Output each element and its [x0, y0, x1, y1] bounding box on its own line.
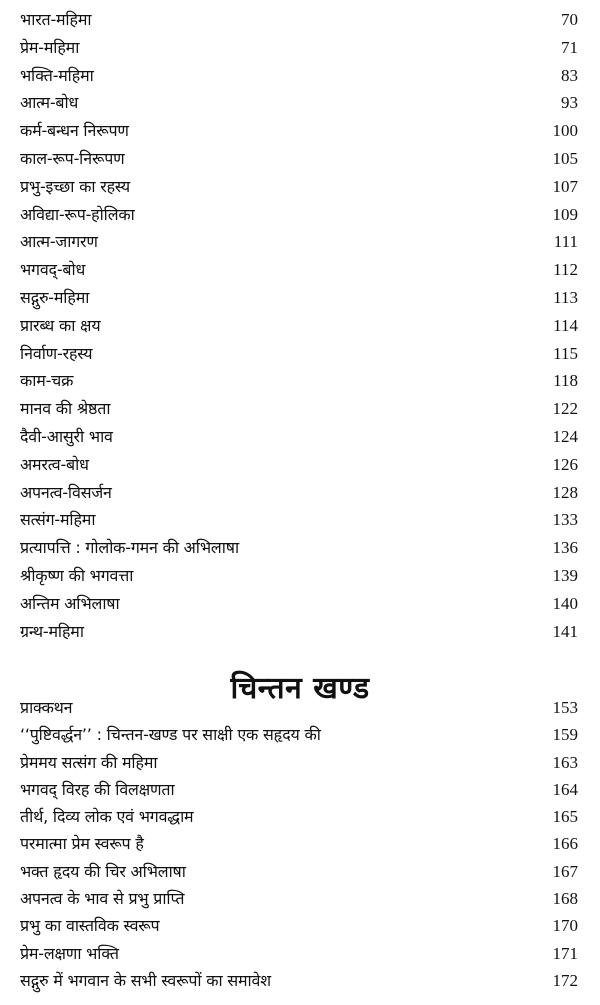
section-heading: चिन्तन खण्ड	[230, 670, 370, 706]
toc-entry	[20, 506, 578, 534]
toc-entry-title: आत्म-जागरण	[20, 232, 98, 252]
toc-entry-page: 167	[552, 861, 578, 881]
toc-entry-title: भक्त हृदय की चिर अभिलाषा	[20, 861, 186, 881]
toc-entry-title: भगवद्-बोध	[20, 260, 86, 280]
toc-entry	[20, 776, 578, 803]
toc-entry-title: भगवद् विरह की विलक्षणता	[20, 779, 175, 799]
toc-entry	[20, 367, 578, 395]
toc-entry	[20, 479, 578, 507]
toc-entry	[20, 423, 578, 451]
toc-entry	[20, 749, 578, 776]
toc-entry	[20, 340, 578, 368]
toc-entry	[20, 912, 578, 939]
toc-entry	[20, 62, 578, 90]
toc-entry-title: कर्म-बन्धन निरूपण	[20, 121, 129, 141]
toc-entry-title: श्रीकृष्ण की भगवत्ता	[20, 565, 134, 585]
toc-entry-title: सद्गुरु में भगवान के सभी स्वरूपों का समावेश	[20, 970, 271, 990]
toc-entry-title: प्रभु-इच्छा का रहस्य	[20, 176, 130, 196]
toc-entry	[20, 694, 578, 721]
toc-entry-page: 171	[552, 943, 578, 963]
toc-entry-page: 100	[552, 121, 578, 141]
toc-entry-page: 166	[552, 834, 578, 854]
toc-entry	[20, 858, 578, 885]
toc-entry	[20, 967, 578, 994]
toc-entry	[20, 940, 578, 967]
toc-entry-page: 163	[552, 752, 578, 772]
toc-entry-title: अमरत्व-बोध	[20, 454, 89, 474]
toc-entry	[20, 34, 578, 62]
toc-entry-title: मानव की श्रेष्ठता	[20, 399, 111, 419]
toc-entry	[20, 721, 578, 748]
toc-entry-title: प्राक्कथन	[20, 698, 73, 717]
toc-entry-title: ‘‘पुष्टिवर्द्धन’’ : चिन्तन-खण्ड पर साक्षी एक सहृदय की	[20, 725, 321, 745]
toc-entry-page: 164	[552, 779, 578, 799]
toc-entry	[20, 395, 578, 423]
toc-entry-page: 118	[553, 371, 578, 391]
toc-section-previous	[20, 6, 578, 645]
toc-entry-page: 122	[552, 399, 578, 419]
toc-entry-title: तीर्थ, दिव्य लोक एवं भगवद्धाम	[20, 807, 194, 827]
toc-entry-title: अपनत्व के भाव से प्रभु प्राप्ति	[20, 889, 185, 909]
toc-entry-page: 136	[552, 538, 578, 558]
toc-entry-title: अन्तिम अभिलाषा	[20, 593, 120, 613]
toc-section-chintan-khand	[20, 694, 578, 994]
toc-entry-title: भक्ति-महिमा	[20, 65, 94, 85]
toc-entry	[20, 590, 578, 618]
toc-entry-page: 139	[552, 565, 578, 585]
toc-entry-title: प्रारब्ध का क्षय	[20, 315, 101, 335]
toc-entry-page: 153	[552, 698, 578, 717]
toc-entry-title: दैवी-आसुरी भाव	[20, 426, 113, 446]
toc-entry-page: 141	[552, 621, 578, 641]
toc-entry-page: 165	[552, 807, 578, 827]
toc-entry	[20, 312, 578, 340]
toc-entry	[20, 117, 578, 145]
toc-entry	[20, 228, 578, 256]
toc-entry-page: 83	[561, 65, 578, 85]
toc-entry-page: 124	[552, 426, 578, 446]
toc-entry-page: 133	[552, 510, 578, 530]
toc-entry	[20, 618, 578, 646]
toc-entry-title: अपनत्व-विसर्जन	[20, 482, 112, 502]
toc-entry-title: प्रेम-महिमा	[20, 37, 80, 57]
toc-entry-title: भारत-महिमा	[20, 10, 92, 29]
toc-entry	[20, 201, 578, 229]
toc-entry-title: प्रत्यापत्ति : गोलोक-गमन की अभिलाषा	[20, 538, 239, 558]
toc-entry-page: 70	[561, 10, 578, 29]
toc-entry-title: ग्रन्थ-महिमा	[20, 621, 84, 641]
toc-entry	[20, 89, 578, 117]
toc-entry-page: 93	[561, 93, 578, 113]
toc-entry-page: 126	[552, 454, 578, 474]
toc-entry-page: 170	[552, 916, 578, 936]
toc-entry-page: 114	[553, 315, 578, 335]
toc-entry-page: 159	[552, 725, 578, 745]
toc-entry	[20, 534, 578, 562]
toc-entry-title: परमात्मा प्रेम स्वरूप है	[20, 834, 144, 854]
toc-entry-title: सद्गुरु-महिमा	[20, 287, 90, 307]
toc-entry-title: प्रभु का वास्तविक स्वरूप	[20, 916, 160, 936]
toc-entry-page: 105	[552, 148, 578, 168]
toc-entry	[20, 830, 578, 857]
toc-entry-title: सत्संग-महिमा	[20, 510, 96, 530]
toc-entry	[20, 145, 578, 173]
toc-entry-title: काम-चक्र	[20, 371, 74, 391]
toc-entry	[20, 885, 578, 912]
toc-entry-page: 71	[561, 37, 578, 57]
toc-entry-title: प्रेममय सत्संग की महिमा	[20, 752, 158, 772]
toc-entry-page: 109	[552, 204, 578, 224]
toc-entry-page: 112	[553, 260, 578, 280]
toc-entry-page: 140	[552, 593, 578, 613]
toc-entry	[20, 562, 578, 590]
toc-entry	[20, 256, 578, 284]
toc-entry	[20, 6, 578, 34]
toc-entry-title: आत्म-बोध	[20, 93, 79, 113]
toc-entry-page: 168	[552, 889, 578, 909]
toc-entry-title: निर्वाण-रहस्य	[20, 343, 93, 363]
toc-entry-page: 172	[552, 970, 578, 990]
toc-entry-title: प्रेम-लक्षणा भक्ति	[20, 943, 119, 963]
toc-entry-page: 111	[553, 232, 578, 252]
toc-entry	[20, 451, 578, 479]
toc-entry-page: 115	[553, 343, 578, 363]
toc-entry	[20, 284, 578, 312]
toc-entry-title: काल-रूप-निरूपण	[20, 148, 125, 168]
toc-entry-page: 128	[552, 482, 578, 502]
toc-entry	[20, 803, 578, 830]
toc-entry-page: 113	[553, 287, 578, 307]
toc-entry-page: 107	[552, 176, 578, 196]
toc-entry	[20, 173, 578, 201]
toc-entry-title: अविद्या-रूप-होलिका	[20, 204, 135, 224]
